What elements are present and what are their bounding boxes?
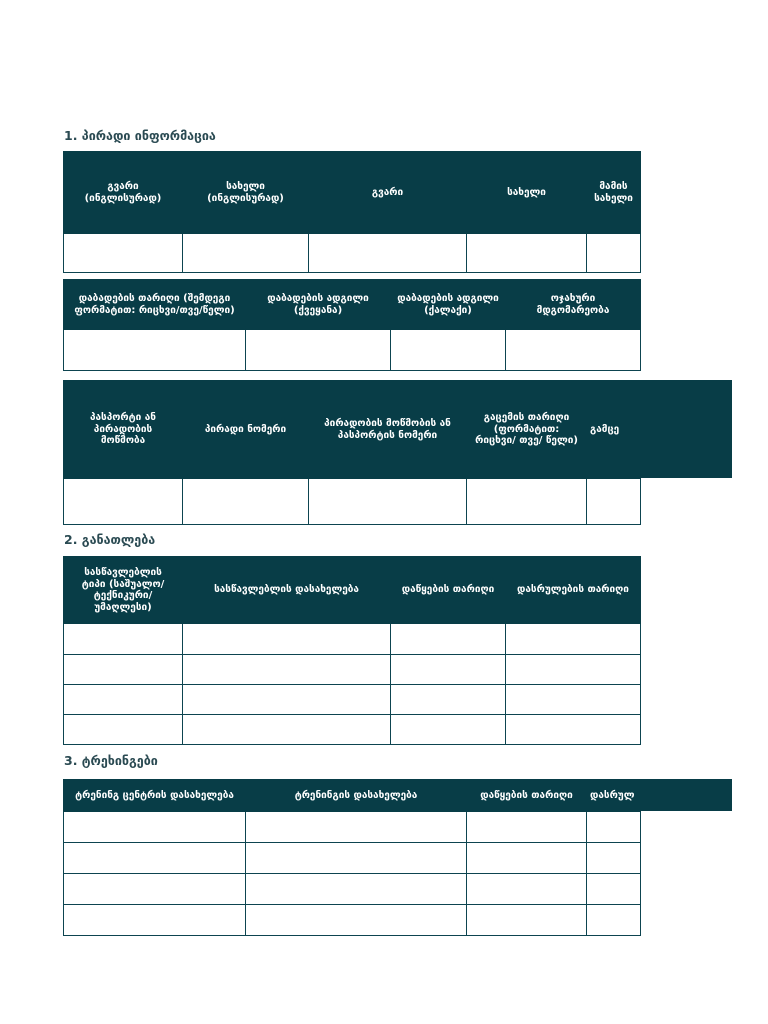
input-cell-birth-city[interactable]: [391, 330, 506, 371]
trainings-table: [63, 779, 641, 936]
header-training-start-date: დაწყების თარიღი: [467, 780, 587, 812]
table-row: [64, 685, 641, 715]
header-birth-country: დაბადების ადგილი (ქვეყანა): [246, 280, 391, 330]
header-document-type: პასპორტი ან პირადობის მოწმობა: [64, 381, 183, 479]
input-cell-document-number[interactable]: [309, 479, 467, 525]
input-cell-issue-date[interactable]: [467, 479, 587, 525]
input-cell-name-english[interactable]: [183, 234, 309, 273]
input-cell[interactable]: [391, 715, 506, 745]
header-institution-name: სასწავლებლის დასახელება: [183, 557, 391, 624]
table-row: [64, 812, 641, 843]
header-training-center: ტრენინგ ცენტრის დასახელება: [64, 780, 246, 812]
input-cell[interactable]: [391, 685, 506, 715]
personal-birth-table: [63, 279, 641, 371]
header-end-date: დასრულების თარიღი: [506, 557, 641, 624]
input-cell[interactable]: [183, 715, 391, 745]
table-row: [64, 715, 641, 745]
input-cell[interactable]: [64, 685, 183, 715]
input-cell[interactable]: [506, 624, 641, 655]
table-row: [64, 330, 641, 371]
personal-document-table: [63, 380, 641, 525]
input-cell[interactable]: [506, 655, 641, 685]
input-cell[interactable]: [183, 655, 391, 685]
header-surname-english: გვარი (ინგლისურად): [64, 152, 183, 234]
table-row: [64, 655, 641, 685]
input-cell[interactable]: [246, 812, 467, 843]
table-row: [64, 843, 641, 874]
input-cell[interactable]: [64, 812, 246, 843]
input-cell[interactable]: [183, 624, 391, 655]
table-row: [64, 874, 641, 905]
header-start-date: დაწყების თარიღი: [391, 557, 506, 624]
header-birth-date: დაბადების თარიღი (შემდეგი ფორმატით: რიცხვი/თვე/წელი): [64, 280, 246, 330]
header-institution-type: სასწავლებლის ტიპი (საშუალო/ ტექნიკური/ უმაღლესი): [64, 557, 183, 624]
header-personal-number: პირადი ნომერი: [183, 381, 309, 479]
header-name-english: სახელი (ინგლისურად): [183, 152, 309, 234]
input-cell[interactable]: [64, 655, 183, 685]
section-title-education: 2. განათლება: [64, 532, 156, 547]
input-cell[interactable]: [587, 812, 641, 843]
input-cell[interactable]: [246, 843, 467, 874]
input-cell[interactable]: [467, 812, 587, 843]
input-cell[interactable]: [183, 685, 391, 715]
input-cell-document-type[interactable]: [64, 479, 183, 525]
input-cell[interactable]: [246, 905, 467, 936]
input-cell-name[interactable]: [467, 234, 587, 273]
header-training-name: ტრენინგის დასახელება: [246, 780, 467, 812]
table-row: [64, 234, 641, 273]
input-cell[interactable]: [506, 715, 641, 745]
header-issue-date: გაცემის თარიღი (ფორმატით: რიცხვი/ თვე/ წელი): [467, 381, 587, 479]
header-fathers-name: მამის სახელი: [587, 152, 641, 234]
input-cell[interactable]: [467, 905, 587, 936]
input-cell[interactable]: [587, 874, 641, 905]
education-table: [63, 556, 641, 745]
input-cell-birth-date[interactable]: [64, 330, 246, 371]
input-cell-surname-english[interactable]: [64, 234, 183, 273]
input-cell[interactable]: [506, 685, 641, 715]
input-cell-personal-number[interactable]: [183, 479, 309, 525]
table-row: [64, 905, 641, 936]
input-cell-surname[interactable]: [309, 234, 467, 273]
input-cell[interactable]: [467, 843, 587, 874]
table-row: [64, 479, 641, 525]
input-cell-birth-country[interactable]: [246, 330, 391, 371]
header-document-number: პირადობის მოწმობის ან პასპორტის ნომერი: [309, 381, 467, 479]
input-cell-fathers-name[interactable]: [587, 234, 641, 273]
personal-names-table: [63, 151, 641, 273]
input-cell-marital-status[interactable]: [506, 330, 641, 371]
header-overflow-band: [640, 779, 732, 811]
input-cell[interactable]: [64, 874, 246, 905]
input-cell[interactable]: [64, 843, 246, 874]
input-cell[interactable]: [467, 874, 587, 905]
header-training-end-date: დასრულ: [587, 780, 641, 812]
input-cell[interactable]: [391, 655, 506, 685]
section-title-personal-info: 1. პირადი ინფორმაცია: [64, 128, 216, 143]
header-name: სახელი: [467, 152, 587, 234]
header-surname: გვარი: [309, 152, 467, 234]
header-overflow-band: [640, 380, 732, 478]
table-row: [64, 624, 641, 655]
input-cell[interactable]: [587, 843, 641, 874]
input-cell[interactable]: [587, 905, 641, 936]
input-cell[interactable]: [64, 715, 183, 745]
section-title-trainings: 3. ტრეხინგები: [64, 753, 158, 768]
input-cell[interactable]: [246, 874, 467, 905]
input-cell[interactable]: [64, 905, 246, 936]
input-cell[interactable]: [64, 624, 183, 655]
input-cell[interactable]: [391, 624, 506, 655]
header-marital-status: ოჯახური მდგომარეობა: [506, 280, 641, 330]
header-birth-city: დაბადების ადგილი (ქალაქი): [391, 280, 506, 330]
header-issuer: გამცე: [587, 381, 641, 479]
input-cell-issuer[interactable]: [587, 479, 641, 525]
